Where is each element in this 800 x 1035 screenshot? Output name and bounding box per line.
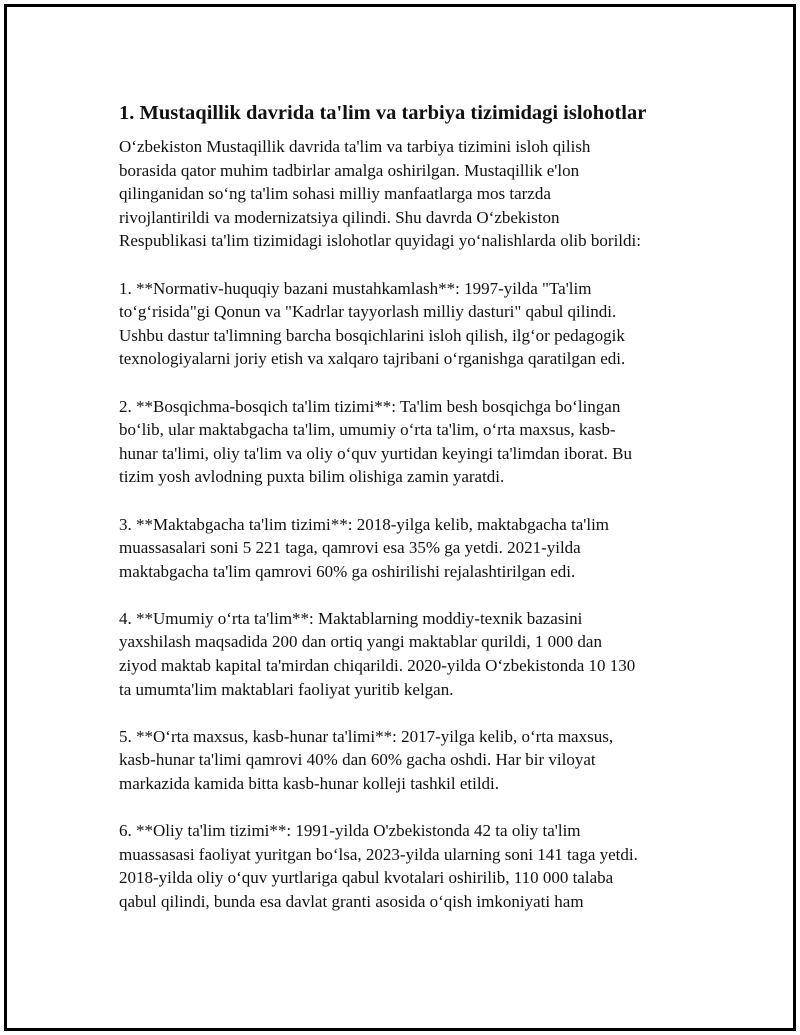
text-line: 2. **Bosqichma-bosqich ta'lim tizimi**: Ta'lim besh bosqichga bo‘lingan bbox=[119, 396, 621, 416]
text-line: rivojlantirildi va modernizatsiya qilindi. Shu davrda O‘zbekiston bbox=[119, 207, 560, 227]
text-line: 1. **Normativ-huquqiy bazani mustahkamlash**: 1997-yilda "Ta'lim bbox=[119, 278, 592, 298]
text-line: kasb-hunar ta'limi qamrovi 40% dan 60% gacha oshdi. Har bir viloyat bbox=[119, 750, 596, 770]
text-line: borasida qator muhim tadbirlar amalga oshirilgan. Mustaqillik e'lon bbox=[119, 160, 580, 180]
text-line: 3. **Maktabgacha ta'lim tizimi**: 2018-yilga kelib, maktabgacha ta'lim bbox=[119, 514, 610, 534]
text-line: texnologiyalarni joriy etish va xalqaro tajribani o‘rganishga qaratilgan edi. bbox=[119, 349, 626, 369]
text-line: ziyod maktab kapital ta'mirdan chiqarildi. 2020-yilda O‘zbekistonda 10 130 bbox=[119, 656, 636, 676]
text-line: muassasasi faoliyat yuritgan bo‘lsa, 2023-yilda ularning soni 141 taga yetdi. bbox=[119, 844, 638, 864]
document-title: 1. Mustaqillik davrida ta'lim va tarbiya tizimidagi islohotlar bbox=[119, 102, 647, 124]
text-line: qilinganidan so‘ng ta'lim sohasi milliy manfaatlarga mos tarzda bbox=[119, 184, 551, 204]
text-line: tizim yosh avlodning puxta bilim olishiga zamin yaratdi. bbox=[119, 467, 505, 487]
text-line: 5. **O‘rta maxsus, kasb-hunar ta'limi**: 2017-yilga kelib, o‘rta maxsus, bbox=[119, 726, 614, 746]
text-line: qabul qilindi, bunda esa davlat granti asosida o‘qish imkoniyati ham bbox=[119, 892, 584, 911]
paragraph-item-4 bbox=[119, 607, 699, 701]
text-line: yaxshilash maqsadida 200 dan ortiq yangi maktablar qurildi, 1 000 dan bbox=[119, 632, 602, 652]
paragraph-item-1 bbox=[119, 277, 699, 371]
text-line: hunar ta'limi, oliy ta'lim va oliy o‘quv yurtidan keyingi ta'limdan iborat. Bu bbox=[119, 443, 632, 463]
text-line: O‘zbekiston Mustaqillik davrida ta'lim va tarbiya tizimini isloh qilish bbox=[119, 137, 591, 156]
paragraph-item-6 bbox=[119, 819, 699, 913]
paragraph-item-5 bbox=[119, 725, 699, 796]
text-line: bo‘lib, ular maktabgacha ta'lim, umumiy o‘rta ta'lim, o‘rta maxsus, kasb- bbox=[119, 420, 616, 440]
text-line: 4. **Umumiy o‘rta ta'lim**: Maktablarning moddiy-texnik bazasini bbox=[119, 608, 583, 628]
page-frame bbox=[4, 4, 796, 1031]
text-line: ta umumta'lim maktablari faoliyat yuritib kelgan. bbox=[119, 679, 454, 699]
text-line: 6. **Oliy ta'lim tizimi**: 1991-yilda O'zbekistonda 42 ta oliy ta'lim bbox=[119, 821, 581, 841]
paragraph-item-2 bbox=[119, 395, 699, 489]
paragraph-intro bbox=[119, 135, 699, 253]
text-line: Respublikasi ta'lim tizimidagi islohotlar quyidagi yo‘nalishlarda olib borildi: bbox=[119, 231, 641, 251]
text-line: muassasalari soni 5 221 taga, qamrovi esa 35% ga yetdi. 2021-yilda bbox=[119, 538, 581, 558]
text-line: 2018-yilda oliy o‘quv yurtlariga qabul kvotalari oshirilib, 110 000 talaba bbox=[119, 868, 614, 888]
text-line: markazida kamida bitta kasb-hunar kolleji tashkil etildi. bbox=[119, 774, 500, 794]
text-line: Ushbu dastur ta'limning barcha bosqichlarini isloh qilish, ilg‘or pedagogik bbox=[119, 325, 625, 345]
document-body bbox=[119, 99, 699, 937]
text-line: to‘g‘risida"gi Qonun va "Kadrlar tayyorlash milliy dasturi" qabul qilindi. bbox=[119, 302, 617, 322]
text-line: maktabgacha ta'lim qamrovi 60% ga oshirilishi rejalashtirilgan edi. bbox=[119, 561, 576, 581]
paragraph-item-3 bbox=[119, 513, 699, 584]
